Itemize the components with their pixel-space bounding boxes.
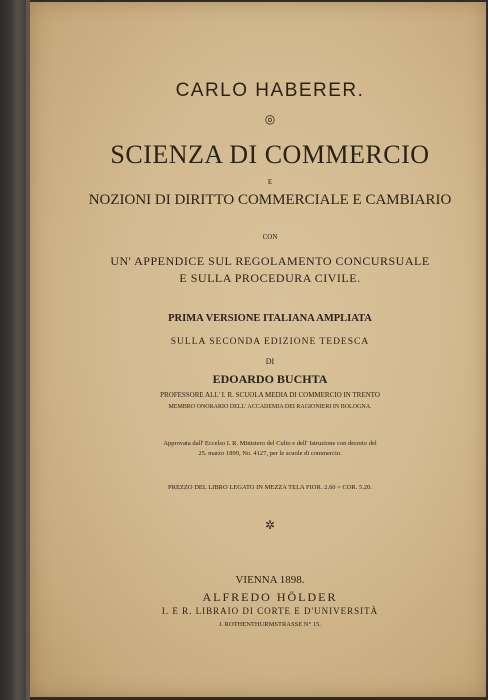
publisher-role: I. E R. LIBRAIO DI CORTE E D'UNIVERSITÀ [161, 606, 379, 616]
version-line-1: PRIMA VERSIONE ITALIANA AMPLIATA [168, 313, 372, 324]
appendix-line-1: UN' APPENDICE SUL REGOLAMENTO CONCURSUALE [110, 254, 430, 268]
publisher-name: ALFREDO HÖLDER [202, 590, 338, 604]
approval-line-1: Approvata dall' Eccelso I. R. Ministero del Culto e dell' Istruzione con decreto del [163, 440, 377, 447]
approval-line-2: 25. marzo 1899, No. 4127, per le scuole di commercio. [198, 450, 342, 457]
book-subtitle: NOZIONI DI DIRITTO COMMERCIALE E CAMBIARIO [88, 192, 452, 208]
ornament-top-icon: ◎ [264, 112, 276, 126]
translator-role-2: MEMBRO ONORARIO DELL' ACCADEMIA DEI RAGIONIERI IN BOLOGNA. [168, 404, 372, 410]
translator-name: EDOARDO BUCHTA [212, 372, 328, 386]
price-line: PREZZO DEL LIBRO LEGATO IN MEZZA TELA FIOR. 2.60 = COR. 5.20. [168, 484, 372, 491]
imprint-city-year: VIENNA 1898. [235, 574, 305, 586]
author-name: CARLO HABERER. [175, 80, 365, 101]
appendix-line-2: E SULLA PROCEDURA CIVILE. [179, 271, 361, 285]
translator-role-1: PROFESSORE ALL' I. R. SCUOLA MEDIA DI COMMERCIO IN TRENTO [160, 391, 380, 399]
conjunction-e: E [267, 178, 273, 186]
publisher-address: I. ROTHENTHURMSTRASSE N° 15. [219, 621, 321, 628]
book-title: SCIENZA DI COMMERCIO [110, 140, 430, 169]
ornament-bottom-icon: ✲ [264, 518, 276, 532]
word-di: DI [265, 357, 275, 366]
version-line-2: SULLA SECONDA EDIZIONE TEDESCA [170, 337, 370, 347]
word-con: CON [262, 233, 278, 241]
cover-text [55, 0, 485, 700]
